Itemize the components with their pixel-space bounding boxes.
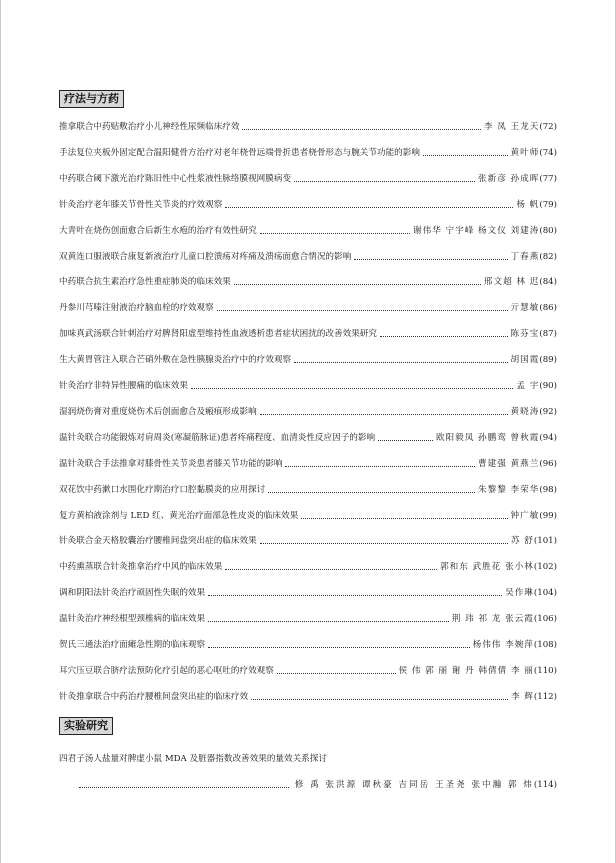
toc-entry-page: (92): [539, 406, 557, 417]
toc-entry[interactable]: [59, 300, 557, 314]
toc-entry-title: 推拿联合中药贴敷治疗小儿神经性尿频临床疗效: [59, 122, 240, 132]
toc-entry-page: (77): [539, 173, 557, 184]
toc-entry[interactable]: [59, 352, 557, 366]
toc-entry-title[interactable]: 四君子汤人盐量对脾虚小鼠 MDA 及脏器指数改善效果的量效关系探讨: [59, 754, 327, 764]
toc-entry[interactable]: [59, 533, 557, 547]
toc-entry[interactable]: [59, 171, 557, 185]
toc-entry-authors: 朱黎黎 李荣华: [478, 484, 540, 495]
toc-entry-page: (94): [539, 432, 557, 443]
toc-entry-title: 双花饮中药漱口水围化疗期治疗口腔黏膜炎的应用探讨: [59, 484, 266, 495]
leader-dots: [234, 283, 481, 285]
toc-entry-title: 温针灸联合功能锻炼对肩周炎(寒凝筋脉证)患者疼痛程度、血清炎性反应因子的影响: [59, 432, 376, 443]
toc-entry[interactable]: [59, 326, 557, 340]
toc-entry-title: 针灸治疗老年膝关节骨性关节炎的疗效观察: [59, 199, 223, 210]
toc-entry[interactable]: [59, 559, 557, 573]
toc-entry-page: (106): [533, 614, 557, 625]
section-heading-experimental: 实验研究: [59, 717, 113, 735]
toc-entry-page: (102): [533, 562, 557, 573]
toc-entry-authors: 吴作琳: [505, 588, 534, 599]
leader-dots: [242, 128, 480, 130]
toc-entry-authors: 陈芬宝: [510, 329, 540, 340]
toc-entry-authors: 欧阳毅凤 孙鹏鸾 曾秋霞: [435, 432, 540, 443]
leader-dots: [268, 491, 475, 493]
toc-entry-title: 针灸联合金天格胶囊治疗腰椎间盘突出症的临床效果: [59, 536, 257, 547]
leader-dots: [378, 439, 433, 441]
toc-entry-title: 湿润烧伤膏对重度烧伤术后创面愈合及瘢痕形成影响: [59, 406, 257, 417]
toc-entry-authors: 苏 舒: [510, 536, 534, 547]
toc-entry-title: 贺氏三通法治疗面瘫急性期的临床观察: [59, 640, 206, 650]
toc-entry-authors: 李 辉: [510, 691, 534, 702]
leader-dots: [260, 232, 410, 234]
toc-entry-page: (101): [533, 536, 557, 547]
toc-entry-authors: 侯 伟 郭 丽 谢 丹 韩倩倩 李 丽: [398, 665, 534, 676]
toc-entry-page: (99): [539, 510, 557, 521]
section-heading-therapy: 疗法与方药: [59, 90, 124, 108]
leader-dots: [225, 568, 437, 570]
toc-entry-title: 调和阴阳法针灸治疗顽固性失眠的效果: [59, 588, 206, 599]
toc-entry-title: 中药熏蒸联合针灸推拿治疗中风的临床效果: [59, 562, 223, 573]
leader-dots: [260, 413, 508, 415]
toc-entry-authors: 谢伟华 宁宇峰 杨文仪 刘建涛: [413, 225, 540, 236]
toc-entry-title: 手法复位夹板外固定配合温阳健骨方治疗对老年桡骨远端骨折患者桡骨形态与腕关节功能的影响: [59, 147, 420, 158]
leader-dots: [208, 594, 502, 596]
toc-entry-title: 温针灸治疗神经根型颈椎病的临床效果: [59, 614, 206, 625]
toc-entry-authors: 杨伟伟 李婉萍: [472, 640, 534, 650]
toc-entry-title: 丹参川芎嗪注射液治疗脑血栓的疗效观察: [59, 303, 214, 314]
toc-entry-title: 加味真武汤联合针刺治疗对脾肾阳虚型维持性血液透析患者症状困扰的改善效果研究: [59, 329, 377, 340]
toc-entry-authors: 张新彦 孙成晖: [478, 173, 540, 184]
toc-entry-page: (80): [539, 225, 557, 236]
toc-entry-title: 中药联合抗生素治疗急性重症肺炎的临床效果: [59, 277, 231, 288]
toc-entry-authors: 曹建强 黄燕兰: [478, 458, 540, 469]
toc-entry-page: (84): [539, 277, 557, 288]
leader-dots: [294, 180, 475, 182]
leader-dots: [260, 542, 508, 544]
toc-entry-page: (74): [539, 147, 557, 158]
toc-entry[interactable]: [59, 430, 557, 444]
leader-dots: [285, 465, 475, 467]
leader-dots: [294, 361, 508, 363]
leader-dots: [251, 698, 508, 700]
toc-entry-page: (96): [539, 458, 557, 469]
toc-entry[interactable]: [59, 119, 557, 133]
toc-entry[interactable]: [59, 249, 557, 263]
leader-dots: [208, 646, 469, 648]
leader-dots: [354, 258, 507, 260]
toc-entry-title: 针灸治疗非特异性腰痛的临床效果: [59, 381, 188, 391]
toc-entry[interactable]: [59, 145, 557, 159]
leader-dots: [217, 309, 508, 311]
toc-entry[interactable]: [79, 777, 557, 791]
toc-entry[interactable]: [59, 378, 557, 392]
toc-entry-authors: 李 凤 王龙天: [483, 122, 540, 132]
toc-entry-page: (114): [533, 780, 557, 790]
toc-entry-page: (108): [533, 640, 557, 650]
toc-entry-title: 中药联合阈下激光治疗陈旧性中心性浆液性脉络膜视网膜病变: [59, 173, 292, 184]
toc-entry[interactable]: [59, 585, 557, 599]
toc-entry-title: 耳穴压豆联合脐疗法预防化疗引起的恶心呕吐的疗效观察: [59, 665, 274, 676]
toc-entry[interactable]: [59, 223, 557, 237]
toc-entry-page: (72): [539, 122, 557, 132]
toc-entry-page: (89): [539, 355, 557, 366]
toc-entry-authors: 郭和东 武胜花 张小林: [440, 562, 534, 573]
leader-dots: [79, 786, 289, 788]
toc-entry-title: 生大黄胃管注入联合芒硝外敷在急性胰腺炎治疗中的疗效观察: [59, 355, 292, 366]
toc-entry-page: (79): [539, 199, 557, 210]
toc-entry[interactable]: [59, 482, 557, 496]
toc-entry-authors: 黄叶师: [510, 147, 540, 158]
leader-dots: [277, 672, 396, 674]
toc-entry[interactable]: [59, 689, 557, 703]
toc-entry[interactable]: [59, 637, 557, 651]
toc-entry[interactable]: [59, 404, 557, 418]
toc-entry[interactable]: [59, 611, 557, 625]
toc-entry-title: 双黄连口服液联合康复新液治疗儿童口腔溃疡对疼痛及溃疡面愈合情况的影响: [59, 251, 352, 262]
toc-entry-title: 温针灸联合手法推拿对膝骨性关节炎患者膝关节功能的影响: [59, 458, 283, 469]
toc-entry-page: (82): [539, 251, 557, 262]
toc-entry-title: 针灸推拿联合中药治疗腰椎间盘突出症的临床疗效: [59, 691, 249, 702]
toc-entry-page: (90): [539, 381, 557, 391]
leader-dots: [208, 620, 449, 622]
toc-entry[interactable]: [59, 663, 557, 677]
toc-entry-authors: 亓慧敏: [510, 303, 540, 314]
toc-entry[interactable]: [59, 274, 557, 288]
leader-dots: [423, 154, 508, 156]
toc-entry-page: (112): [533, 691, 557, 702]
toc-entry-authors: 胡国霞: [510, 355, 540, 366]
toc-entry-authors: 杨 帆: [516, 199, 540, 210]
leader-dots: [191, 387, 514, 389]
leader-dots: [225, 206, 513, 208]
toc-entry-authors: 邢文超 林 迟: [483, 277, 540, 288]
toc-entry-page: (104): [533, 588, 557, 599]
toc-entry-authors: 丁春燕: [510, 251, 540, 262]
toc-entry-authors: 孟 宇: [516, 381, 540, 391]
toc-entry-authors: 黄晓涛: [510, 406, 540, 417]
toc-entry-page: (87): [539, 329, 557, 340]
toc-entry-page: (98): [539, 484, 557, 495]
toc-entry[interactable]: [59, 197, 557, 211]
toc-entry-page: (110): [533, 665, 557, 676]
toc-entry-authors: 钟广敏: [510, 510, 540, 521]
leader-dots: [380, 335, 508, 337]
toc-entry[interactable]: [59, 508, 557, 522]
toc-entry-page: (86): [539, 303, 557, 314]
toc-entry-title: 大青叶在烧伤创面愈合后新生水疱的治疗有效性研究: [59, 225, 257, 236]
toc-entry-title: 复方黄柏液涂剂与 LED 红、黄光治疗面部急性皮炎的临床效果: [59, 510, 299, 521]
toc-entry-authors: 修 禹 张洪源 谭秋豪 吉同岳 王圣尧 张中瀚 郭 炜: [294, 780, 534, 790]
toc-entry[interactable]: [59, 456, 557, 470]
toc-entry-authors: 荆 玮 祁 龙 张云霞: [451, 614, 534, 625]
leader-dots: [301, 517, 507, 519]
